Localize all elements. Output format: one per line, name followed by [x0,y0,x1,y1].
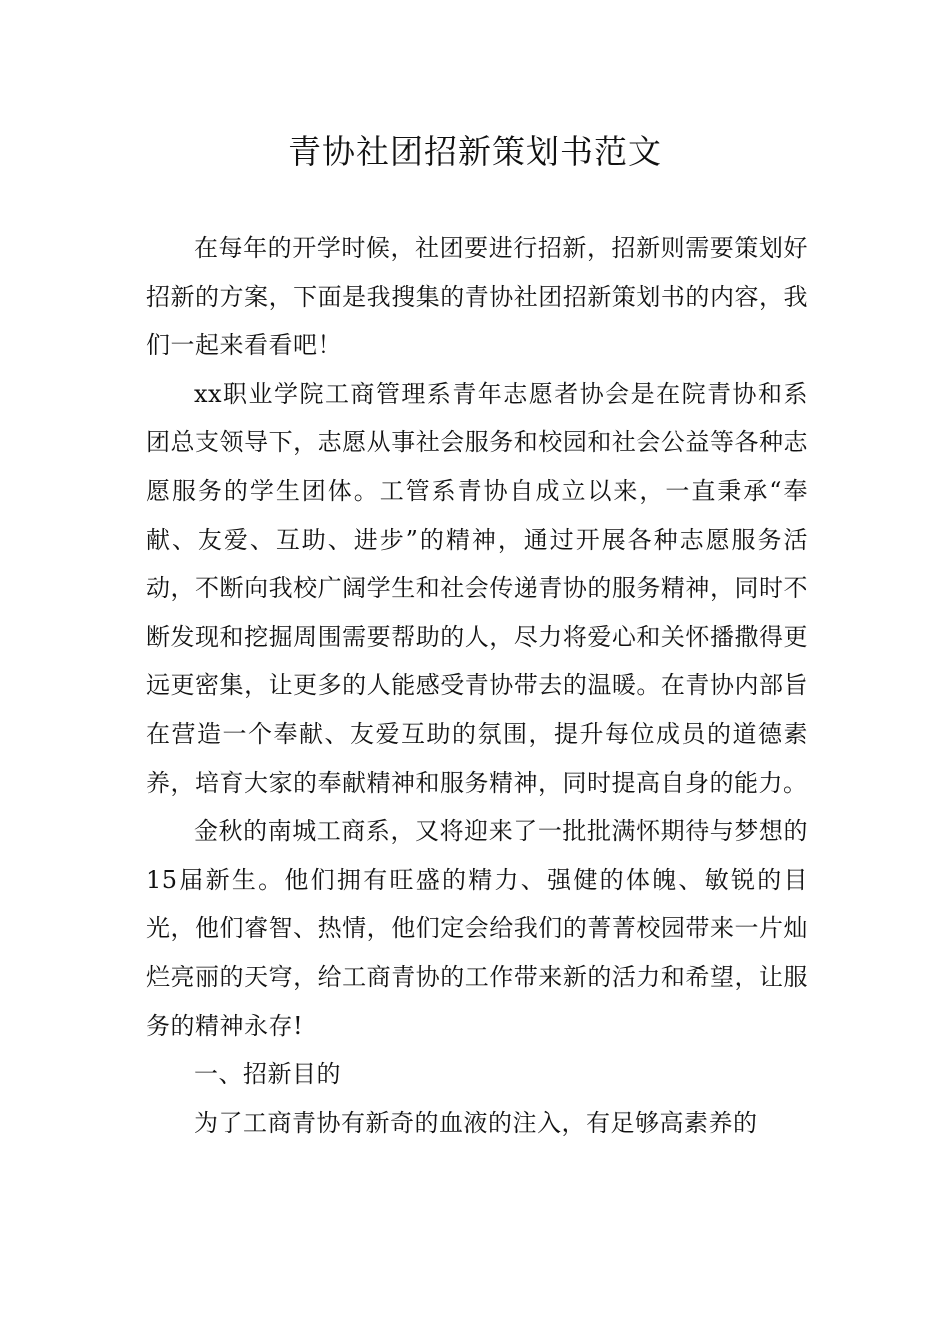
paragraph-purpose: 为了工商青协有新奇的血液的注入，有足够高素养的 [194,1108,758,1137]
paragraph-association: xx职业学院工商管理系青年志愿者协会是在院青协和系团总支领导下，志愿从事社会服务和校园和社会公益等各种志愿服务的学生团体。工管系青协自成立以来，一直秉承“奉献、友爱、互助、进步”的精神，通过开展各种志愿服务活动，不断向我校广阔学生和社会传递青协的服务精神，同时不断发现和挖掘周围需要帮助的人，尽力将爱心和关怀播撒得更远更密集，让更多的人能感受青协带去的温暖。在青协内部旨在营造一个奉献、友爱互助的氛围，提升每位成员的道德素养，培育大家的奉献精神和服务精神，同时提高自身的能力。 [146,379,808,797]
document-body [146,224,808,1147]
paragraph-new-students: 金秋的南城工商系，又将迎来了一批批满怀期待与梦想的15届新生。他们拥有旺盛的精力、强健的体魄、敏锐的目光，他们睿智、热情，他们定会给我们的菁菁校园带来一片灿烂亮丽的天穹，给工商青协的工作带来新的活力和希望，让服务的精神永存! [146,817,808,1040]
paragraph-intro: 在每年的开学时候，社团要进行招新，招新则需要策划好招新的方案，下面是我搜集的青协社团招新策划书的内容，我们一起来看看吧！ [146,234,808,360]
document-title: 青协社团招新策划书范文 [288,132,662,171]
section-heading-purpose: 一、招新目的 [194,1060,341,1089]
